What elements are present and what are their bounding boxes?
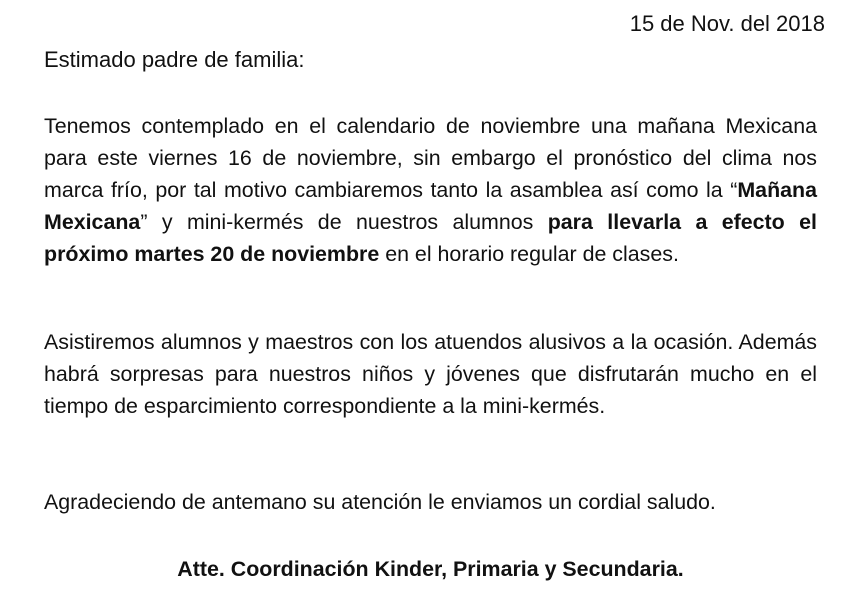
letter-greeting: Estimado padre de familia:	[44, 47, 305, 72]
letter-page	[44, 0, 825, 605]
paragraph-announcement-text-1: Tenemos contemplado en el calendario de noviembre una mañana Mexicana para este viernes 16 de noviembre, sin embargo el pronóstico del clima nos marca frío, por tal motivo cambiaremos tanto la asamblea así como la “	[44, 114, 817, 202]
letter-signature: Atte. Coordinación Kinder, Primaria y Secundaria.	[177, 557, 684, 581]
paragraph-announcement-text-2: ” y mini-kermés de nuestros alumnos	[140, 210, 548, 234]
paragraph-announcement	[44, 110, 817, 270]
new-date-phrase: para llevarla a efecto el próximo martes 20 de noviembre	[44, 210, 817, 266]
paragraph-details: Asistiremos alumnos y maestros con los atuendos alusivos a la ocasión. Además habrá sorpresas para nuestros niños y jóvenes que disfrutarán mucho en el tiempo de esparcimiento correspondiente a la mini-kermés.	[44, 330, 817, 418]
paragraph-announcement-text-3: en el horario regular de clases.	[379, 242, 679, 266]
event-name: Mañana Mexicana	[44, 178, 817, 234]
paragraph-closing: Agradeciendo de antemano su atención le enviamos un cordial saludo.	[44, 490, 716, 514]
letter-date: 15 de Nov. del 2018	[629, 11, 825, 36]
